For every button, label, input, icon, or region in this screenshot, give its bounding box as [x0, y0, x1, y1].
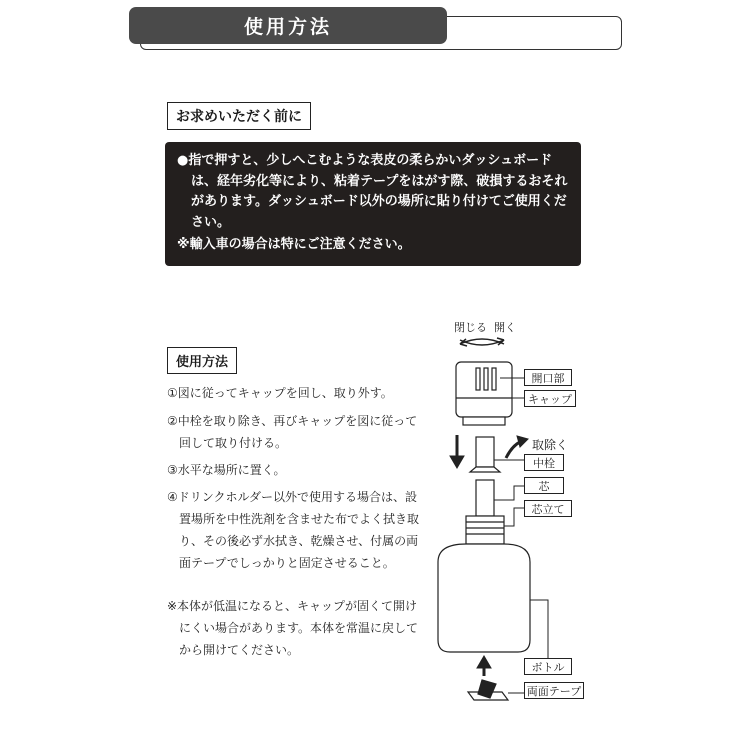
bottle-neck-shape — [466, 516, 504, 544]
usage-note: ※本体が低温になると、キャップが固くて開けにくい場合があります。本体を常温に戻してから開けてください。 — [167, 599, 419, 657]
warning-box — [165, 142, 581, 266]
diagram-drawing — [420, 300, 750, 720]
remove-label: 取除く — [532, 438, 569, 452]
page-title: 使用方法 — [129, 7, 447, 44]
open-label: 開く — [494, 321, 516, 334]
inner-plug-shape — [470, 437, 500, 472]
before-purchase-heading: お求めいただく前に — [167, 102, 311, 130]
wick-shape — [476, 480, 494, 516]
up-arrow-icon — [477, 656, 491, 676]
cap-shape — [456, 362, 512, 425]
part-label-tape: 両面テープ — [524, 682, 584, 699]
close-label: 閉じる — [454, 321, 487, 334]
part-label-wick: 芯 — [524, 477, 564, 494]
product-diagram — [420, 300, 750, 720]
part-label-opening: 開口部 — [524, 369, 572, 386]
usage-step-3: ③水平な場所に置く。 — [167, 463, 286, 477]
warning-note: ※輸入車の場合は特にご注意ください。 — [177, 237, 411, 252]
usage-step-2: ②中栓を取り除き、再びキャップを図に従って回して取り付ける。 — [167, 414, 418, 450]
bottle-shape — [438, 544, 530, 652]
usage-step-4: ④ドリンクホルダー以外で使用する場合は、設置場所を中性洗剤を含ませた布でよく拭き取り、その後必ず水拭き、乾燥させ、付属の両面テープでしっかりと固定させること。 — [167, 490, 420, 570]
usage-step-1: ①図に従ってキャップを回し、取り外す。 — [167, 386, 393, 400]
down-arrow-icon — [450, 435, 464, 468]
warning-text: ●指で押すと、少しへこむような表皮の柔らかいダッシュボードは、経年劣化等により、粘着テープをはがす際、破損するおそれがあります。ダッシュボード以外の場所に貼り付けてご使用ください。 — [177, 153, 568, 230]
usage-heading: 使用方法 — [167, 347, 237, 374]
part-label-inner-plug: 中栓 — [524, 454, 564, 471]
part-label-bottle: ボトル — [524, 658, 572, 675]
part-label-wick-stand: 芯立て — [524, 500, 572, 517]
rotate-arrows-icon — [460, 338, 504, 346]
tape-icon — [468, 680, 508, 700]
part-label-cap: キャップ — [524, 390, 576, 407]
